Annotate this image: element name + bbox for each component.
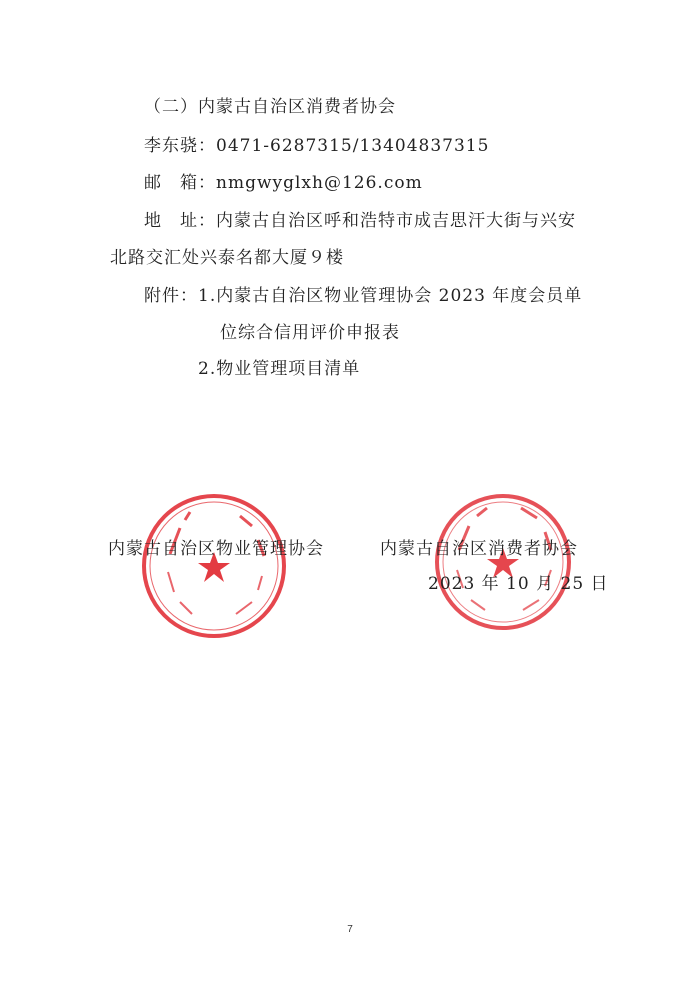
seal-right [433, 492, 573, 632]
seal-left [140, 492, 288, 640]
page-number: 7 [347, 924, 353, 935]
attachment-item-1-line-2: 位综合信用评价申报表 [220, 323, 400, 343]
contact-address-line-2: 北路交汇处兴泰名都大厦９楼 [110, 248, 344, 268]
attachment-item-1-line-1: 附件：1.内蒙古自治区物业管理协会 2023 年度会员单 [144, 286, 583, 306]
signature-org-right: 内蒙古自治区消费者协会 [380, 539, 578, 559]
contact-org-heading: （二）内蒙古自治区消费者协会 [144, 97, 396, 117]
contact-person-line: 李东骁：0471-6287315/13404837315 [144, 136, 490, 156]
contact-address-line-1: 地 址：内蒙古自治区呼和浩特市成吉思汗大街与兴安 [144, 211, 576, 231]
contact-email-line: 邮 箱：nmgwyglxh@126.com [144, 173, 423, 193]
signature-date: 2023 年 10 月 25 日 [428, 574, 609, 594]
attachment-item-2: 2.物业管理项目清单 [198, 359, 361, 379]
signature-org-left: 内蒙古自治区物业管理协会 [108, 539, 324, 559]
